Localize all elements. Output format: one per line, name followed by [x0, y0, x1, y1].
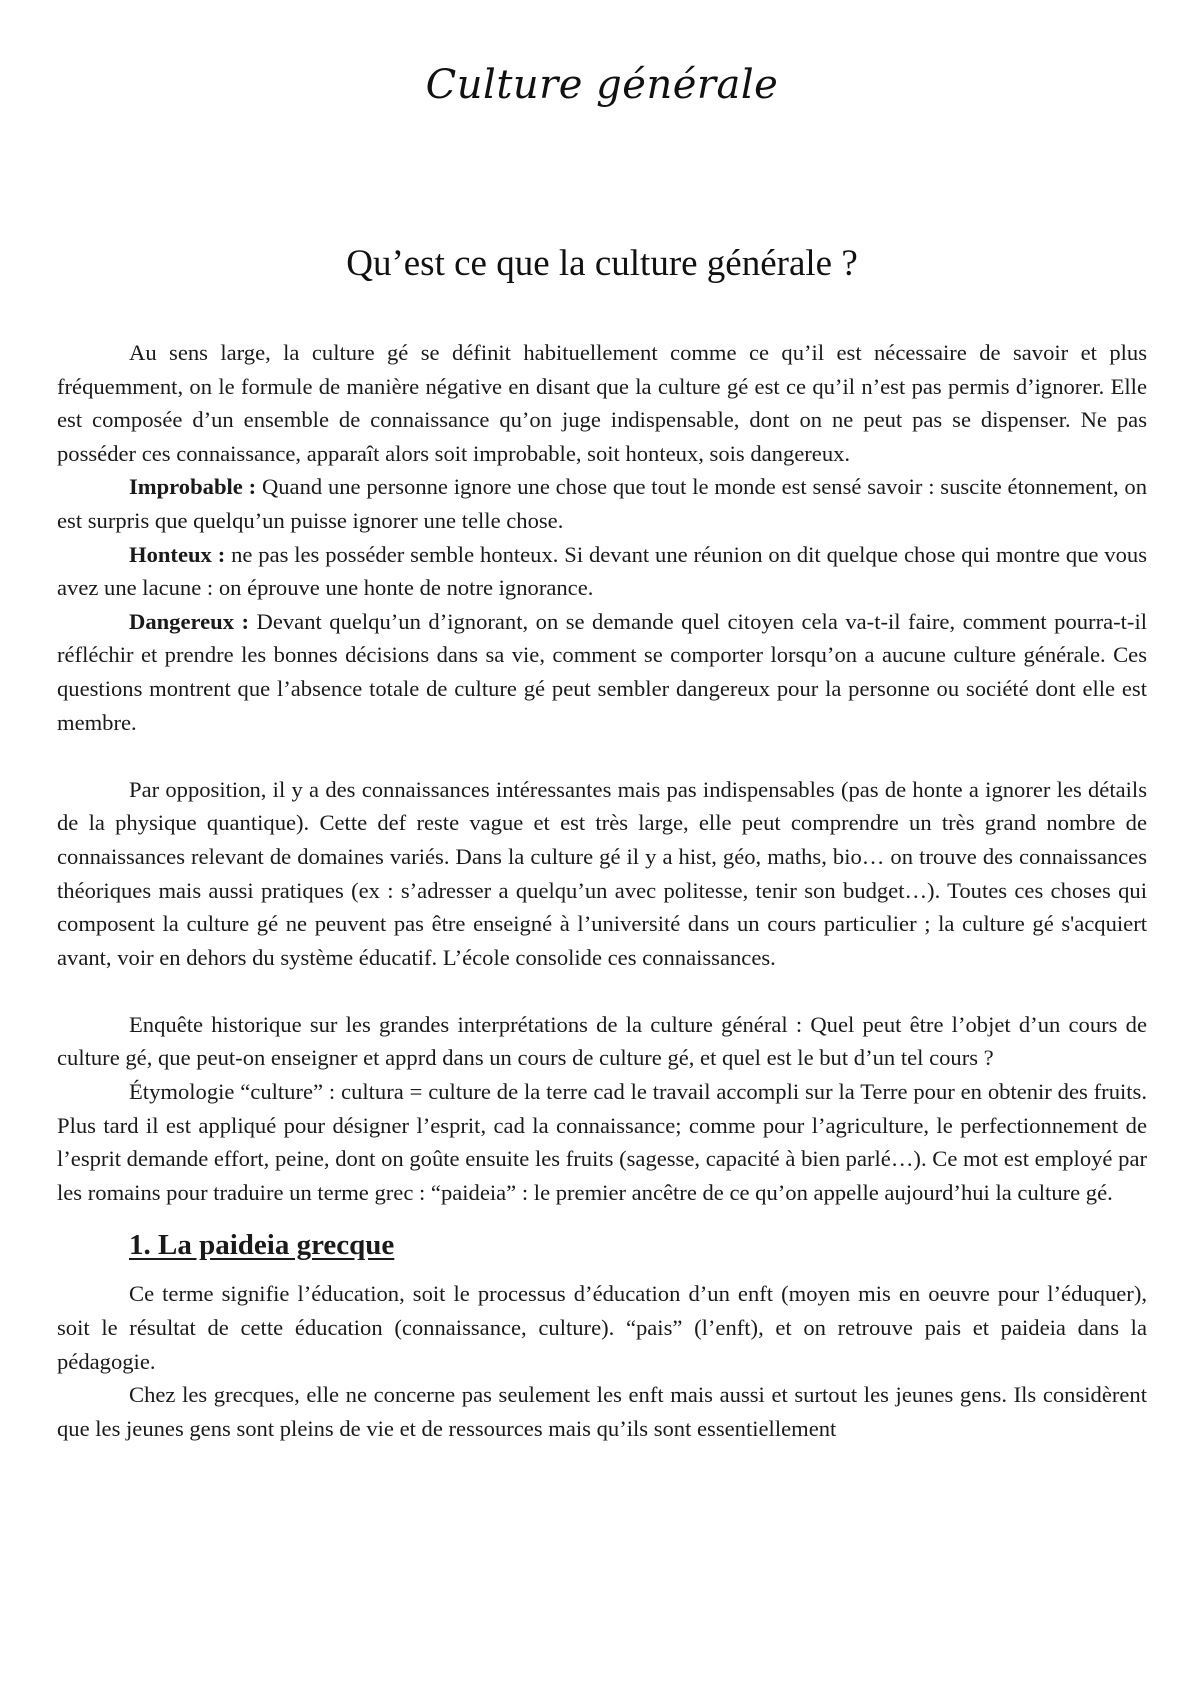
- definition-text: Devant quelqu’un d’ignorant, on se demande quel citoyen cela va-t-il faire, comment pourra-t-il réfléchir et prendre les bonnes décisions dans sa vie, comment se comporter lorsqu’on a aucune culture générale. Ces questions montrent que l’absence totale de culture gé peut sembler dangereux pour la personne ou société dont elle est membre.: [57, 608, 1148, 735]
- definition-improbable: [57, 470, 1147, 537]
- document-body: [57, 336, 1147, 1445]
- definition-honteux: [57, 538, 1147, 605]
- opposition-paragraph: Par opposition, il y a des connaissances intéressantes mais pas indispensables (pas de honte a ignorer les détails de la physique quantique). Cette def reste vague et est très large, elle peut comprendre un très grand nombre de connaissances relevant de domaines variés. Dans la culture gé il y a hist, géo, maths, bio… on trouve des connaissances théoriques mais aussi pratiques (ex : s’adresser a quelqu’un avec politesse, tenir son budget…). Toutes ces choses qui composent la culture gé ne peuvent pas être enseigné à l’université dans un cours particulier ; la culture gé s'acquiert avant, voir en dehors du système éducatif. L’école consolide ces connaissances.: [57, 776, 1147, 970]
- definition-dangereux: [57, 605, 1147, 739]
- paideia-paragraph-2: Chez les grecques, elle ne concerne pas seulement les enft mais aussi et surtout les jeunes gens. Ils considèrent que les jeunes gens sont pleins de vie et de ressources mais qu’ils sont essentiellement: [57, 1382, 1147, 1441]
- section-heading-paideia: 1. La paideia grecque: [129, 1229, 395, 1262]
- enquete-paragraph: Enquête historique sur les grandes interprétations de la culture général : Quel peut être l’objet d’un cours de culture gé, que peut-on enseigner et apprd dans un cours de culture gé, et quel est le but d’un tel cours ?: [57, 1011, 1147, 1071]
- definition-term: Improbable :: [129, 474, 257, 500]
- definition-term: Honteux :: [129, 541, 226, 567]
- paideia-paragraph-1: Ce terme signifie l’éducation, soit le processus d’éducation d’un enft (moyen mis en oeuvre pour l’éduquer), soit le résultat de cette éducation (connaissance, culture). “pais” (l’enft), et on retrouve pais et paideia dans la pédagogie.: [57, 1281, 1147, 1374]
- etymology-paragraph: Étymologie “culture” : cultura = culture de la terre cad le travail accompli sur la Terre pour en obtenir des fruits. Plus tard il est appliqué pour désigner l’esprit, cad la connaissance; comme pour l’agriculture, le perfectionnement de l’esprit demande effort, peine, dont on goûte ensuite les fruits (sagesse, capacité à bien parlé…). Ce mot est employé par les romains pour traduire un terme grec : “paideia” : le premier ancêtre de ce qu’on appelle aujourd’hui la culture gé.: [57, 1079, 1147, 1205]
- definition-text: ne pas les posséder semble honteux. Si devant une réunion on dit quelque chose qui montre que vous avez une lacune : on éprouve une honte de notre ignorance.: [57, 541, 1147, 601]
- main-heading: Qu’est ce que la culture générale ?: [346, 243, 858, 284]
- definition-text: Quand une personne ignore une chose que tout le monde est sensé savoir : suscite étonnement, on est surpris que quelqu’un puisse ignorer une telle chose.: [57, 474, 1147, 533]
- document-title: Culture générale: [425, 62, 779, 108]
- definition-term: Dangereux :: [129, 608, 250, 634]
- intro-paragraph: Au sens large, la culture gé se définit habituellement comme ce qu’il est nécessaire de savoir et plus fréquemment, on le formule de manière négative en disant que la culture gé est ce qu’il n’est pas permis d’ignorer. Elle est composée d’un ensemble de connaissance qu’on juge indispensable, dont on ne peut pas se dispenser. Ne pas posséder ces connaissance, apparaît alors soit improbable, soit honteux, sois dangereux.: [57, 340, 1147, 466]
